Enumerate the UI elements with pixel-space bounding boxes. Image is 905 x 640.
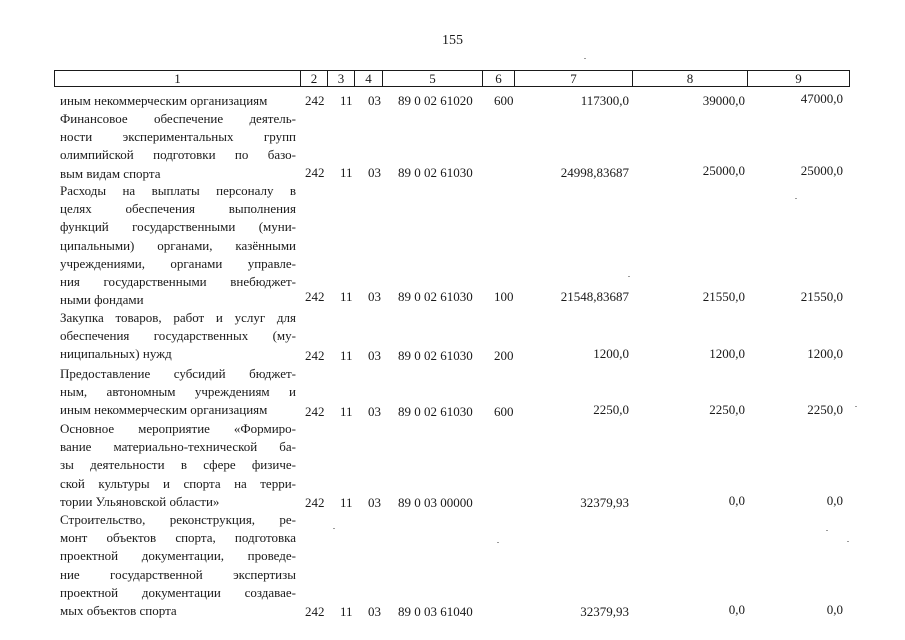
cell-col-2: 242 [305,289,325,304]
cell-col-5: 89 0 02 61030 [398,165,473,180]
column-header-4: 4 [355,71,383,87]
row-description [60,110,296,183]
cell-col-8: 1200,0 [709,346,745,361]
cell-col-9: 47000,0 [800,91,843,106]
row-description-line: олимпийской подготовки по базо- [60,147,296,163]
cell-col-3: 11 [340,604,353,619]
cell-col-5: 89 0 02 61030 [398,348,473,363]
scan-speck [333,528,335,529]
cell-col-7: 21548,83687 [560,289,629,304]
row-description [60,309,296,364]
cell-col-3: 11 [340,495,353,510]
row-description-line: монт объектов спорта, подготовка [60,530,296,546]
cell-col-9: 25000,0 [800,163,843,178]
cell-col-9: 21550,0 [800,289,843,304]
column-header-8: 8 [633,71,748,87]
column-header-6: 6 [483,71,515,87]
row-description-line: Основное мероприятие «Формиро- [60,421,296,436]
cell-col-2: 242 [305,404,325,419]
row-description-line: вым видам спорта [60,165,161,181]
column-header-1: 1 [55,71,301,87]
scan-speck [855,406,857,407]
cell-col-6: 600 [494,404,514,419]
scan-speck [847,541,849,542]
row-description-line: ской культуры и спорта на терри- [60,475,296,491]
row-description [60,182,296,309]
cell-col-8: 21550,0 [702,289,745,304]
cell-col-2: 242 [305,165,325,180]
row-description-line: обеспечения государственных (му- [60,328,296,344]
row-description-line: ным, автономным учреждениям и [60,384,296,400]
row-description-line: проектной документации, проведе- [60,548,296,564]
cell-col-4: 03 [368,604,381,619]
row-description-line: проектной документации создавае- [60,584,296,600]
row-description-line: Строительство, реконструкция, ре- [60,512,296,527]
cell-col-4: 03 [368,93,381,108]
cell-col-7: 24998,83687 [560,165,629,180]
row-description [60,420,296,511]
column-header-9: 9 [748,71,850,87]
cell-col-2: 242 [305,348,325,363]
cell-col-6: 600 [494,93,514,108]
cell-col-4: 03 [368,165,381,180]
row-description [60,365,296,420]
cell-col-7: 32379,93 [580,604,629,619]
cell-col-2: 242 [305,93,325,108]
cell-col-9: 0,0 [826,493,843,508]
page-number: 155 [442,33,463,48]
cell-col-7: 2250,0 [593,402,629,417]
row-description-line: Закупка товаров, работ и услуг для [60,310,296,325]
row-description-line: тории Ульяновской области» [60,493,220,509]
cell-col-2: 242 [305,604,325,619]
cell-col-4: 03 [368,289,381,304]
cell-col-8: 25000,0 [702,163,745,178]
cell-col-6: 200 [494,348,514,363]
cell-col-8: 39000,0 [702,93,745,108]
row-description-line: ными фондами [60,292,144,308]
row-description-line: Предоставление субсидий бюджет- [60,366,296,381]
cell-col-9: 1200,0 [807,346,843,361]
row-description-line: учреждениями, органами управле- [60,255,296,271]
row-description-line: зы деятельности в сфере физиче- [60,457,296,473]
cell-col-3: 11 [340,289,353,304]
cell-col-2: 242 [305,495,325,510]
scan-speck [795,198,797,199]
column-header-row [55,71,850,87]
cell-col-4: 03 [368,404,381,419]
row-description-line: ности экспериментальных групп [60,129,296,145]
cell-col-9: 0,0 [826,602,843,617]
column-header-7: 7 [515,71,633,87]
row-description-line: функций государственными (муни- [60,219,296,235]
row-description-line: целях обеспечения выполнения [60,201,296,217]
cell-col-8: 0,0 [728,602,745,617]
cell-col-4: 03 [368,348,381,363]
row-description-line: вание материально-технической ба- [60,439,296,455]
column-header-2: 2 [301,71,328,87]
cell-col-8: 0,0 [728,493,745,508]
row-description-line: ципальными) органами, казёнными [60,237,296,253]
row-description-line: ние государственной экспертизы [60,566,296,582]
column-header-table [54,70,850,87]
cell-col-5: 89 0 03 00000 [398,495,473,510]
cell-col-3: 11 [340,404,353,419]
row-description-line: иным некоммерческим организациям [60,402,268,418]
cell-col-7: 1200,0 [593,346,629,361]
scan-speck [584,58,586,59]
cell-col-5: 89 0 02 61030 [398,404,473,419]
cell-col-7: 117300,0 [580,93,629,108]
row-description [60,511,296,620]
column-header-3: 3 [328,71,355,87]
cell-col-5: 89 0 02 61030 [398,289,473,304]
cell-col-9: 2250,0 [807,402,843,417]
row-description-line: ниципальных) нужд [60,346,172,362]
cell-col-7: 32379,93 [580,495,629,510]
cell-col-3: 11 [340,165,353,180]
cell-col-3: 11 [340,348,353,363]
cell-col-8: 2250,0 [709,402,745,417]
row-description-line: ния государственными внебюджет- [60,273,296,289]
cell-col-5: 89 0 03 61040 [398,604,473,619]
row-description-line: иным некоммерческим организациям [60,93,268,108]
cell-col-4: 03 [368,495,381,510]
row-description [60,92,296,110]
row-description-line: мых объектов спорта [60,602,177,618]
row-description-line: Финансовое обеспечение деятель- [60,111,296,126]
scan-speck [826,530,828,531]
scan-speck [497,542,499,543]
cell-col-5: 89 0 02 61020 [398,93,473,108]
scan-speck [628,276,630,277]
column-header-5: 5 [383,71,483,87]
cell-col-3: 11 [340,93,353,108]
row-description-line: Расходы на выплаты персоналу в [60,183,296,198]
cell-col-6: 100 [494,289,514,304]
